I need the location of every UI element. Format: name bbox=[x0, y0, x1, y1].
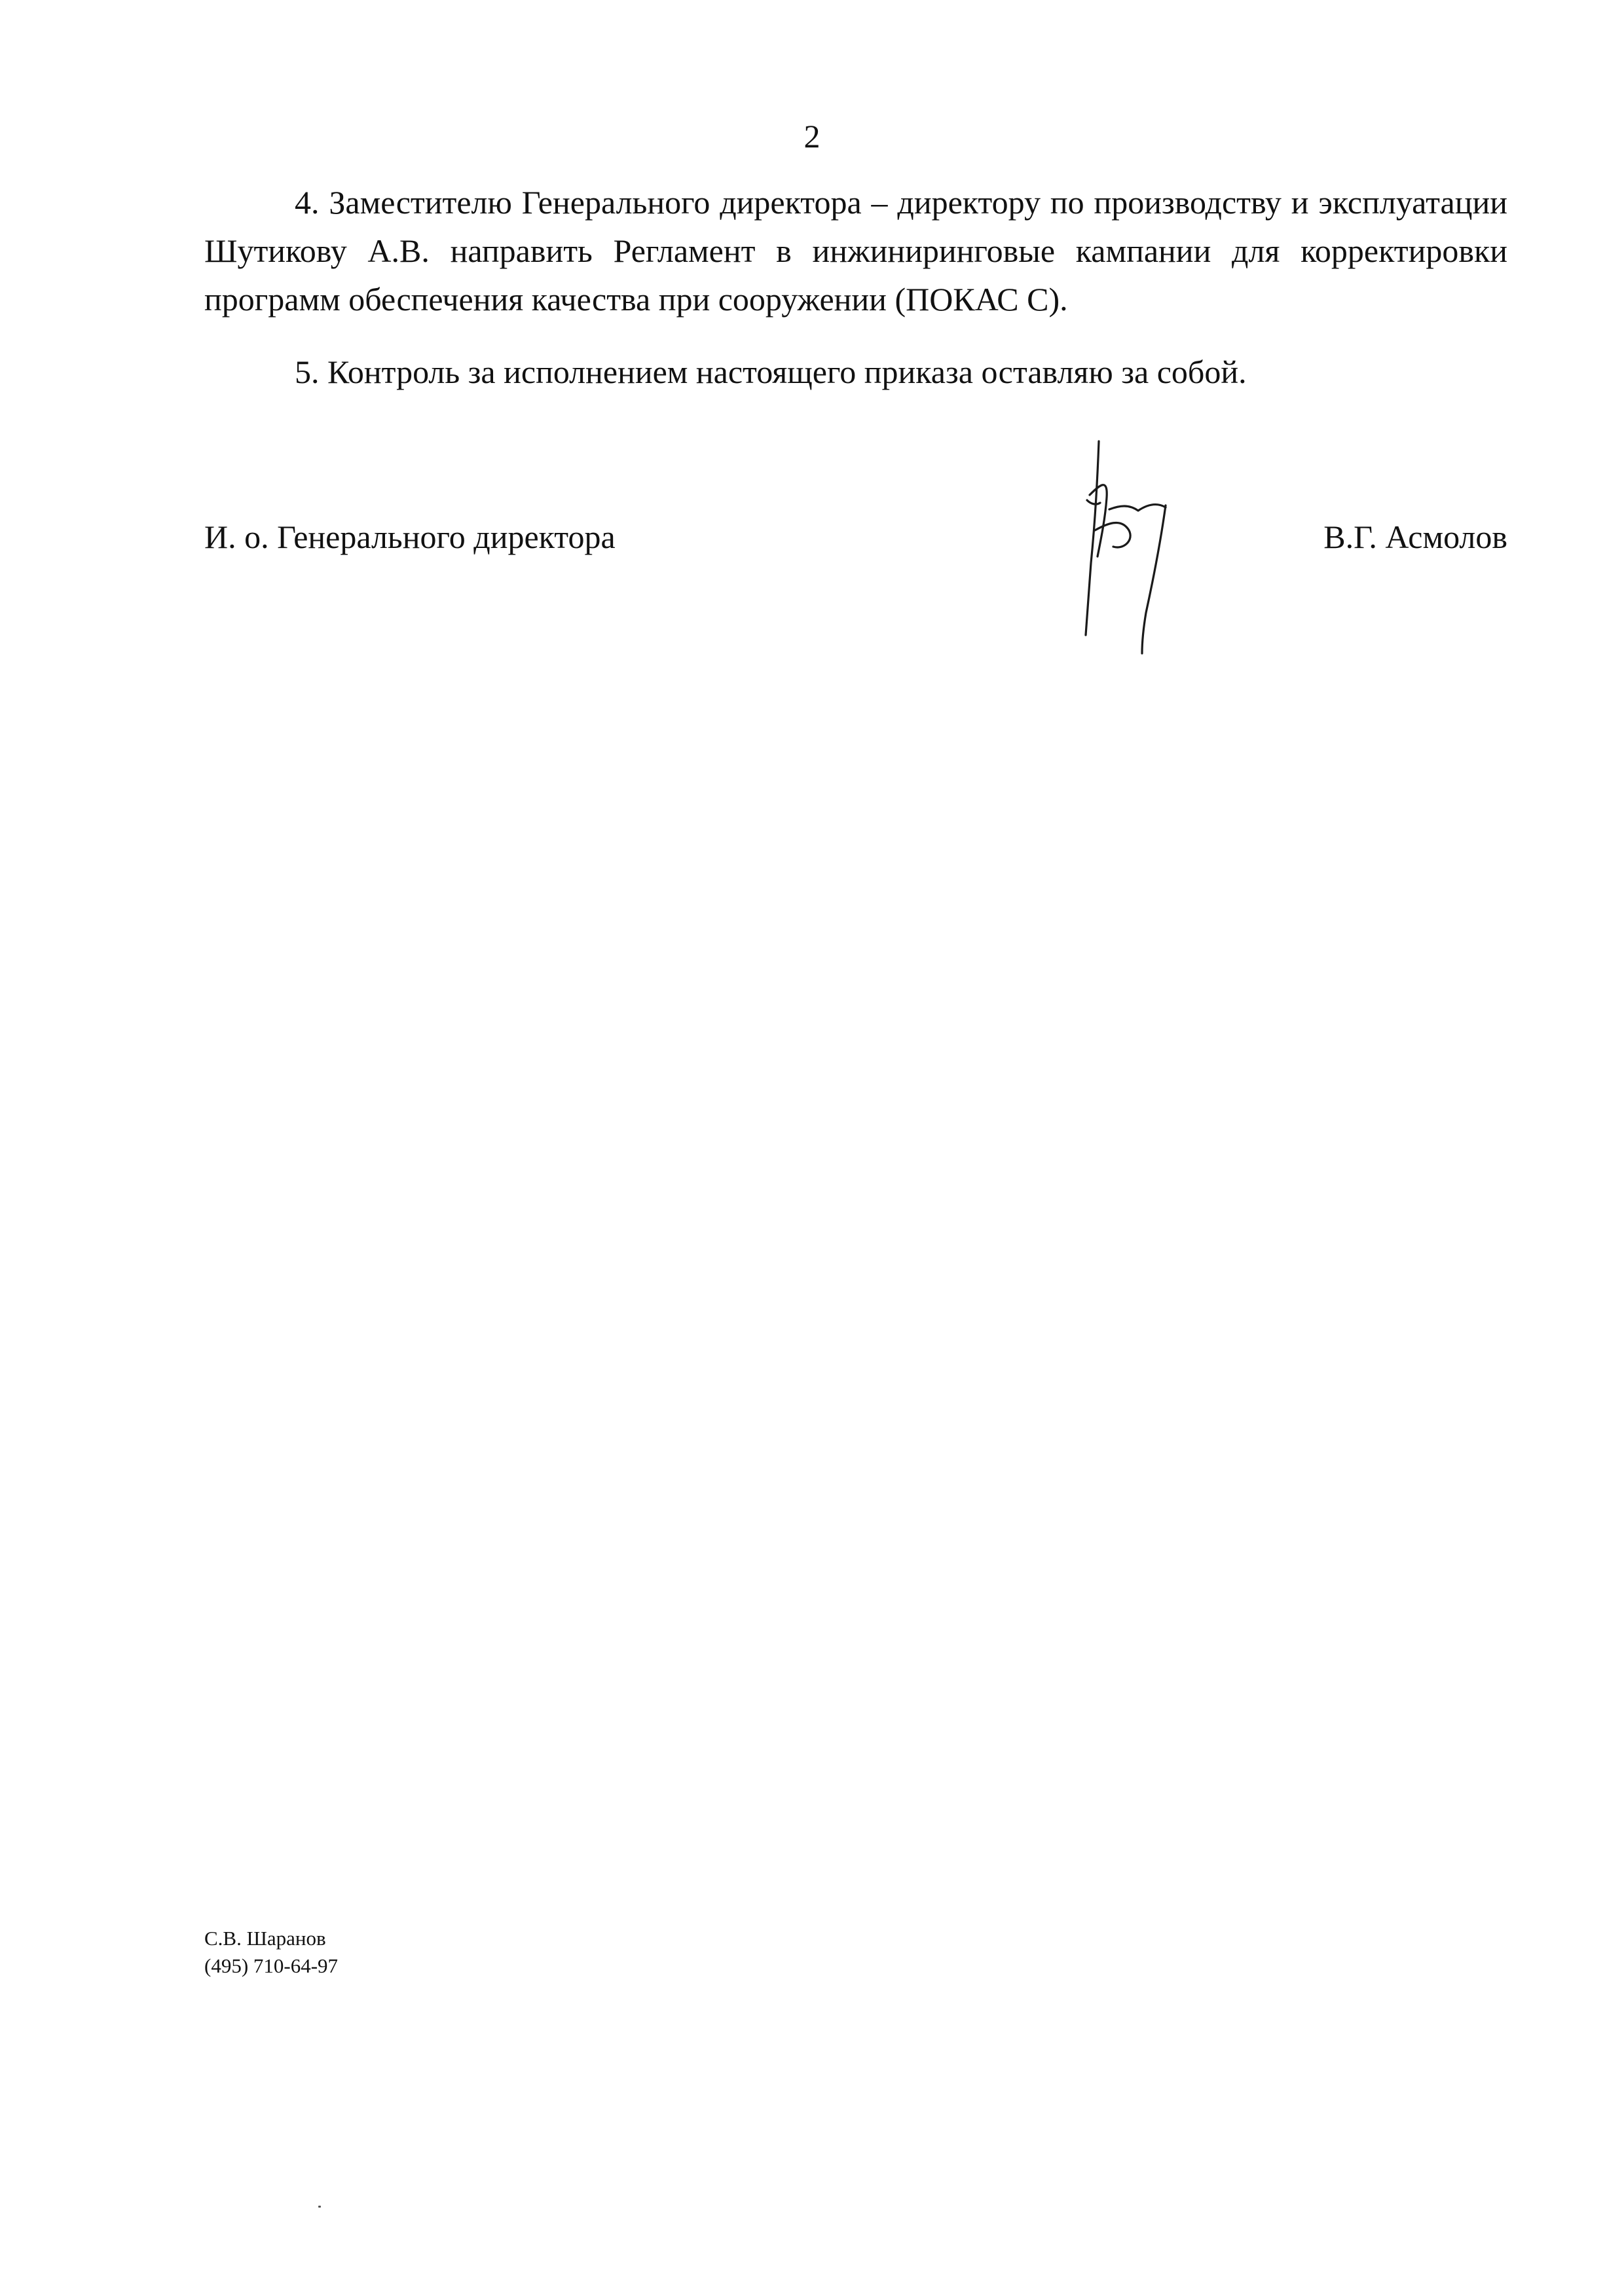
executor-name: С.В. Шаранов bbox=[204, 1927, 326, 1950]
executor-info bbox=[204, 1925, 338, 1980]
scan-artifact-dot bbox=[318, 2206, 321, 2208]
page-number: 2 bbox=[803, 118, 821, 155]
signature-block bbox=[204, 514, 1507, 560]
paragraph-item-4: 4. Заместителю Генерального директора – директору по производству и эксплуатации Шутикову А.В. направить Регламент в инжиниринговые кампании для корректировки программ обеспечения качества при сооружении (ПОКАС С). bbox=[204, 184, 1507, 318]
signer-name: В.Г. Асмолов bbox=[1323, 519, 1507, 555]
handwritten-signature bbox=[1061, 432, 1192, 655]
signer-title: И. о. Генерального директора bbox=[204, 519, 616, 555]
executor-phone: (495) 710-64-97 bbox=[204, 1954, 339, 1977]
paragraph-item-5: 5. Контроль за исполнением настоящего приказа оставляю за собой. bbox=[295, 354, 1247, 390]
